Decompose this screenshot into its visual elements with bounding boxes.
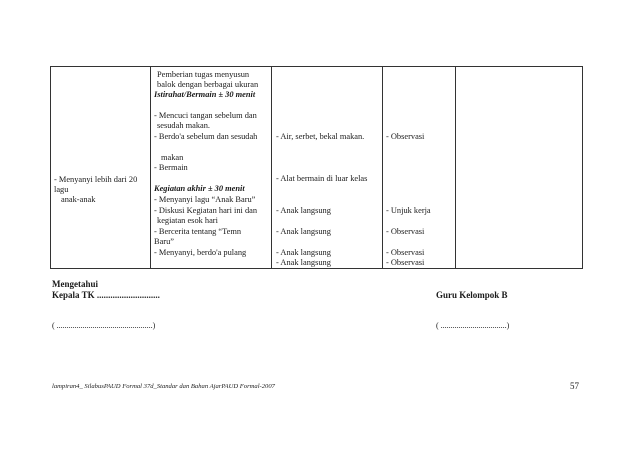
assessment-line: - Observasi [386,132,425,141]
indicator-line: anak-anak [61,195,96,204]
column-assessment [383,67,456,269]
activity-line: - Berdo'a sebelum dan sesudah [154,132,258,141]
activity-heading: Kegiatan akhir ± 30 menit [154,184,245,193]
activity-line: - Diskusi Kegiatan hari ini dan [154,206,258,215]
activity-heading: Istirahat/Bermain ± 30 menit [154,90,256,99]
signature-line-right: ( .................................) [436,321,510,330]
signature-line-left: ( ................................................) [52,321,156,330]
guru-label: Guru Kelompok B [436,290,508,300]
resource-line: - Anak langsung [276,248,331,257]
activity-line: - Menyanyi, berdo'a pulang [154,248,247,257]
activity-line: - Bercerita tentang “Temn [154,227,242,236]
indicator-line: lagu [54,185,69,194]
footer-text: lampiran4_ SilabusPAUD Formal 37d_Standar dan Bahan AjarPAUD Formal-2007 [52,383,275,390]
mengetahui-label: Mengetahui [52,279,98,289]
assessment-line: - Observasi [386,227,425,236]
resource-line: - Anak langsung [276,206,331,215]
resource-line: - Anak langsung [276,227,331,236]
column-activities [151,67,272,269]
resource-line: - Anak langsung [276,258,331,267]
activity-line: Pemberian tugas menyusun [157,70,250,79]
activity-line: - Menyanyi lagu “Anak Baru” [154,195,256,204]
activity-line: - Bermain [154,163,188,172]
column-indicators [51,67,151,269]
activity-line: - Mencuci tangan sebelum dan [154,111,257,120]
page-number: 57 [570,381,579,391]
assessment-line: - Observasi [386,248,425,257]
indicator-line: - Menyanyi lebih dari 20 [54,175,138,184]
assessment-line: - Unjuk kerja [386,206,431,215]
column-resources [272,67,383,269]
syllabus-table [50,66,583,269]
activity-line: makan [161,153,184,162]
resource-line: - Alat bermain di luar kelas [276,174,368,183]
assessment-line: - Observasi [386,258,425,267]
resource-line: - Air, serbet, bekal makan. [276,132,365,141]
activity-line: Baru” [154,237,174,246]
column-notes [456,67,583,269]
kepala-tk-label: Kepala TK ............................ [52,290,160,300]
activity-line: kegiatan esok hari [157,216,218,225]
activity-line: balok dengan berbagai ukuran [157,80,259,89]
activity-line: sesudah makan. [157,121,211,130]
